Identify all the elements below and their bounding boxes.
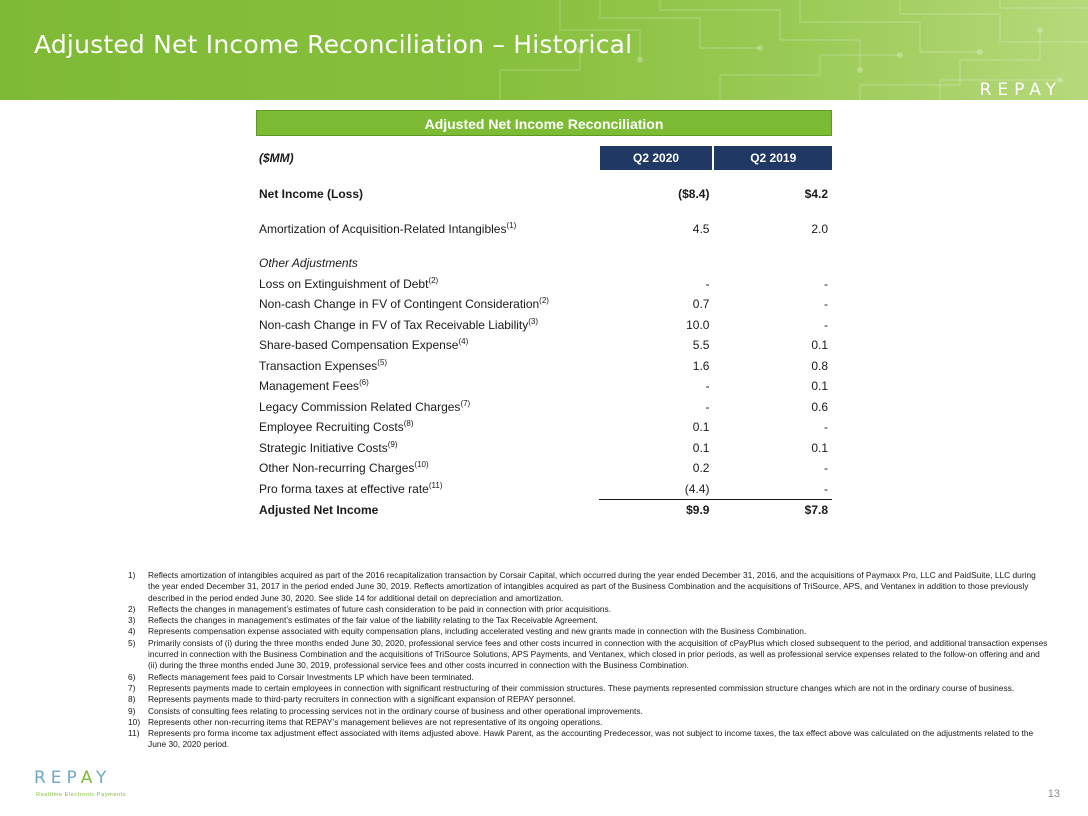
- logo-tagline: Realtime Electronic Payments: [36, 792, 127, 798]
- table-row: Employee Recruiting Costs$^{(8)}$ 0.1 -: [259, 419, 828, 435]
- footnote-item: 11) Represents pro forma income tax adjustment effect associated with items adjusted above. Hawk Parent, as the accounting Predecessor, was not subject to income taxes, the tax effect above was calculated on the adjustments related to the June 30, 2020 period.: [128, 728, 1034, 750]
- footnote-item: 8) Represents payments made to third-party recruiters in connection with a significant expansion of REPAY personnel.: [128, 694, 576, 705]
- footnote-item: 6) Reflects management fees paid to Corsair Investments LP which have been terminated.: [128, 671, 474, 682]
- table-row: Loss on Extinguishment of Debt$^{(2)}$ - -: [259, 275, 828, 291]
- table-title-banner: Adjusted Net Income Reconciliation: [256, 110, 832, 136]
- table-row: Pro forma taxes at effective rate$^{(11)}$ (4.4) -: [259, 481, 828, 496]
- footnote-item: 5) Primarily consists of (i) during the three months ended June 30, 2020, professional service fees and other costs incurred in connection with the acquisition of cPayPlus which closed subsequent to the period, and additional transaction expenses incurred in connection with the Business Combination and the acquisitions of TriSource Solutions, APS Payments, and Ventanex, which closed in prior periods, as well as professional service expenses related to the follow-on offering and and (ii) during the three months ended June 30, 2019, professional service fees and other costs incurred in connection with the Business Combination.: [128, 637, 1048, 671]
- other-adjustments-heading: Other Adjustments: [259, 256, 358, 271]
- footnote-item: 9) Consists of consulting fees relating to processing services not in the ordinary course of business and other operational improvements.: [128, 705, 643, 716]
- repay-logo-header: REPAY: [979, 80, 1062, 100]
- footnote-item: 1) Reflects amortization of intangibles acquired as part of the 2016 recapitalization transaction by Corsair Capital, which occurred during the year ended December 31, 2016, and the acquisitions of Paymaxx Pro, LLC and PaidSuite, LLC during the year ended December 31, 2017 in the period ended June 30, 2019. Reflects amortization of intangibles acquired as part of the Business Combination and the acquisitions of TriSource, APS, and Ventanex in addition to those previously described in the period ended June 30, 2020. See slide 14 for additional detail on depreciation and amortization.: [128, 570, 1036, 603]
- table-header-row: [256, 146, 832, 170]
- page-title: Adjusted Net Income Reconciliation – Historical: [34, 30, 633, 59]
- page-number: 13: [1047, 788, 1060, 800]
- footnote-item: 7) Represents payments made to certain employees in connection with significant restructuring of their commission structures. These payments represented commission structure changes which are not in the ordinary course of business.: [128, 682, 1015, 693]
- column-header-q2-2019: Q2 2019: [713, 146, 832, 170]
- table-row: Management Fees$^{(6)}$ - 0.1: [259, 378, 828, 394]
- table-row: Non-cash Change in FV of Tax Receivable Liability$^{(3)}$ 10.0 -: [259, 316, 828, 332]
- footnote-item: 4) Represents compensation expense associated with equity compensation plans, including accelerated vesting and new grants made in connection with the Business Combination.: [128, 626, 807, 637]
- column-header-q2-2020: Q2 2020: [599, 146, 714, 170]
- table-row: Transaction Expenses$^{(5)}$ 1.6 0.8: [259, 357, 828, 373]
- repay-logo-footer: REPAY: [34, 768, 112, 788]
- footnote-item: 3) Reflects the changes in management’s estimates of the fair value of the liability relating to the Tax Receivable Agreement.: [128, 615, 598, 626]
- units-label: ($MM): [259, 151, 294, 165]
- table-row-net-income: Net Income (Loss) ($8.4) $4.2: [259, 187, 828, 202]
- table-row: Other Non-recurring Charges$^{(10)}$ 0.2 -: [259, 460, 828, 476]
- footnote-item: 10) Represents other non-recurring items that REPAY’s management believes are not representative of its ongoing operations.: [128, 716, 603, 727]
- table-row: Strategic Initiative Costs$^{(9)}$ 0.1 0.1: [259, 439, 828, 455]
- footnotes: [128, 570, 1048, 751]
- header-banner: [0, 0, 1088, 100]
- reconciliation-table: [256, 146, 832, 521]
- footnote-item: 2) Reflects the changes in management’s estimates of future cash consideration to be paid in connection with prior acquisitions.: [128, 603, 612, 614]
- table-row-adjusted-net-income: Adjusted Net Income $9.9 $7.8: [256, 500, 832, 521]
- table-row: Non-cash Change in FV of Contingent Consideration$^{(2)}$ 0.7 -: [259, 296, 828, 312]
- table-row-amortization: Amortization of Acquisition-Related Intangibles$^{(1)}$ 4.5 2.0: [259, 220, 828, 236]
- table-row: Share-based Compensation Expense$^{(4)}$ 5.5 0.1: [259, 337, 828, 353]
- table-row: Legacy Commission Related Charges$^{(7)}$ - 0.6: [259, 398, 828, 414]
